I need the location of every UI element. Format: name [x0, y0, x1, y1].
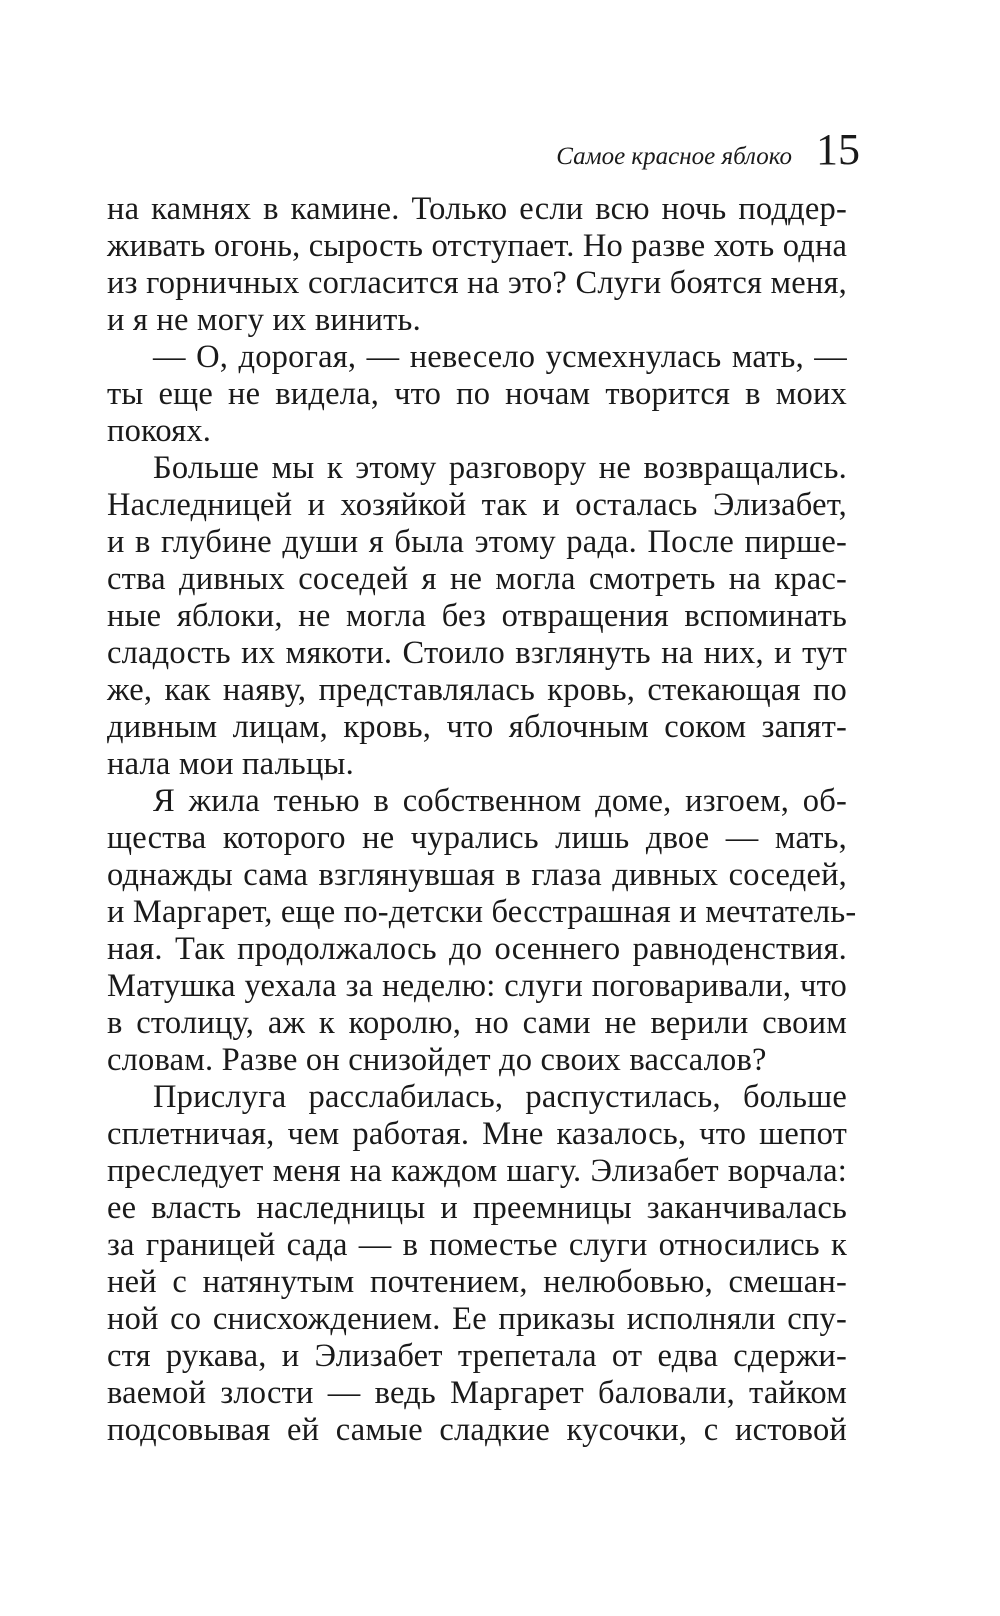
text-line: же, как наяву, представлялась кровь, стекающая по: [107, 672, 847, 708]
text-line: в столицу, аж к королю, но сами не верили своим: [107, 1005, 847, 1041]
text-line: ваемой злости — ведь Маргарет баловали, тайком: [107, 1375, 847, 1411]
text-line: и Маргарет, еще по-детски бесстрашная и мечтатель-: [107, 894, 857, 930]
text-line: ства дивных соседей я не могла смотреть на крас-: [107, 561, 847, 597]
page-number: 15: [816, 125, 860, 174]
text-line: живать огонь, сырость отступает. Но разве хоть одна: [107, 228, 848, 264]
text-line: подсовывая ей самые сладкие кусочки, с истовой: [107, 1412, 847, 1448]
text-line: ные яблоки, не могла без отвращения вспоминать: [107, 598, 847, 634]
text-line: нала мои пальцы.: [107, 746, 354, 782]
text-line: сладость их мякоти. Стоило взглянуть на них, и тут: [107, 635, 847, 671]
text-line: словам. Разве он снизойдет до своих вассалов?: [107, 1042, 767, 1078]
running-title: Самое красное яблоко: [556, 143, 792, 170]
text-line: сплетничая, чем работая. Мне казалось, что шепот: [107, 1116, 847, 1152]
text-line: — О, дорогая, — невесело усмехнулась мать, —: [153, 339, 847, 375]
text-line: Прислуга расслабилась, распустилась, больше: [153, 1079, 847, 1115]
text-line: Больше мы к этому разговору не возвращались.: [153, 450, 847, 486]
text-line: за границей сада — в поместье слуги относились к: [107, 1227, 847, 1263]
text-line: из горничных согласится на это? Слуги боятся меня,: [107, 265, 847, 301]
text-line: и в глубине души я была этому рада. После пирше-: [107, 524, 847, 560]
text-line: дивным лицам, кровь, что яблочным соком запят-: [107, 709, 847, 745]
text-line: Я жила тенью в собственном доме, изгоем, об-: [153, 783, 847, 819]
text-line: Матушка уехала за неделю: слуги поговаривали, что: [107, 968, 847, 1004]
body-text: [107, 191, 857, 1449]
text-line: ная. Так продолжалось до осеннего равноденствия.: [107, 931, 847, 967]
text-line: и я не могу их винить.: [107, 302, 421, 338]
text-line: ты еще не видела, что по ночам творится в моих: [107, 376, 847, 412]
text-line: ее власть наследницы и преемницы заканчивалась: [107, 1190, 847, 1226]
text-line: преследует меня на каждом шагу. Элизабет ворчала:: [107, 1153, 847, 1189]
text-line: щества которого не чурались лишь двое — мать,: [107, 820, 847, 856]
text-line: на камнях в камине. Только если всю ночь поддер-: [107, 191, 847, 227]
text-line: однажды сама взглянувшая в глаза дивных соседей,: [107, 857, 847, 893]
text-line: ной со снисхождением. Ее приказы исполняли спу-: [107, 1301, 847, 1337]
text-line: покоях.: [107, 413, 212, 449]
text-line: ней с натянутым почтением, нелюбовью, смешан-: [107, 1264, 847, 1300]
text-line: Наследницей и хозяйкой так и осталась Элизабет,: [107, 487, 847, 523]
text-line: стя рукава, и Элизабет трепетала от едва сдержи-: [107, 1338, 847, 1374]
running-head: [556, 125, 860, 174]
